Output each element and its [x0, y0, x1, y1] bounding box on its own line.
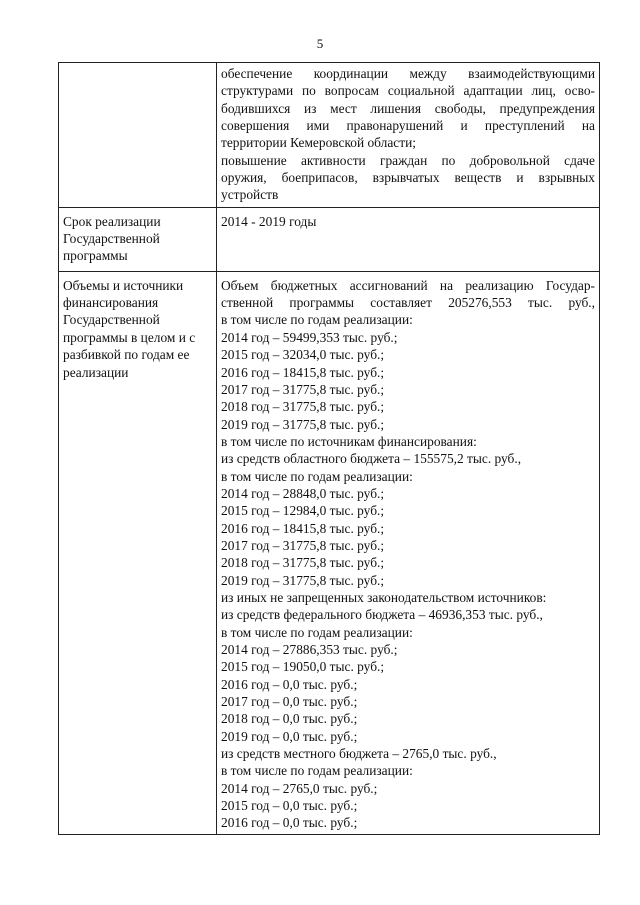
- financing-line: 2016 год – 18415,8 тыс. руб.;: [221, 364, 385, 380]
- text-line: совершения ими правонарушений и преступлений на: [221, 118, 595, 134]
- table-row: [59, 271, 600, 834]
- financing-line: 2014 год – 28848,0 тыс. руб.;: [221, 485, 385, 501]
- coordination-goals-cell: [217, 63, 600, 208]
- financing-line: 2019 год – 31775,8 тыс. руб.;: [221, 572, 385, 588]
- financing-details-cell: [217, 271, 600, 834]
- financing-line: 2018 год – 31775,8 тыс. руб.;: [221, 399, 385, 415]
- financing-line: из иных не запрещенных законодательством источников:: [221, 589, 547, 605]
- financing-line: 2019 год – 31775,8 тыс. руб.;: [221, 416, 385, 432]
- financing-line: 2014 год – 59499,353 тыс. руб.;: [221, 329, 398, 345]
- financing-line: 2016 год – 0,0 тыс. руб.;: [221, 815, 358, 831]
- financing-line: 2018 год – 0,0 тыс. руб.;: [221, 711, 358, 727]
- text-line: оружия, боеприпасов, взрывчатых веществ и взрывных: [221, 170, 595, 186]
- financing-line: 2015 год – 0,0 тыс. руб.;: [221, 798, 358, 814]
- financing-line: 2014 год – 2765,0 тыс. руб.;: [221, 780, 378, 796]
- text-line: территории Кемеровской области;: [221, 135, 416, 151]
- program-passport-table: [58, 62, 600, 835]
- financing-label: Объемы и источники финансирования Государственной программы в целом и с разбивкой по годам ее реализации: [59, 271, 217, 834]
- financing-line: из средств местного бюджета – 2765,0 тыс. руб.,: [221, 746, 497, 762]
- text-line: Объем бюджетных ассигнований на реализацию Государ-: [221, 277, 595, 293]
- financing-line: 2014 год – 27886,353 тыс. руб.;: [221, 642, 398, 657]
- financing-line: в том числе по годам реализации:: [221, 468, 413, 484]
- financing-line: 2015 год – 19050,0 тыс. руб.;: [221, 659, 385, 675]
- financing-line: 2019 год – 0,0 тыс. руб.;: [221, 728, 358, 744]
- financing-line: 2017 год – 31775,8 тыс. руб.;: [221, 537, 385, 553]
- financing-line: в том числе по годам реализации:: [221, 763, 413, 779]
- table-row: [59, 63, 600, 208]
- row-label-empty: [59, 63, 217, 208]
- financing-lines: [221, 311, 595, 831]
- financing-line: из средств федерального бюджета – 46936,353 тыс. руб.,: [221, 607, 543, 623]
- text-line: бодившихся из мест лишения свободы, предупреждения: [221, 100, 595, 116]
- text-line: структурами по вопросам социальной адаптации лиц, осво-: [221, 83, 595, 99]
- financing-line: в том числе по источникам финансирования:: [221, 433, 477, 449]
- financing-line: 2018 год – 31775,8 тыс. руб.;: [221, 555, 385, 571]
- financing-line: 2015 год – 32034,0 тыс. руб.;: [221, 347, 385, 363]
- implementation-period-label: Срок реализации Государственной программы: [59, 207, 217, 271]
- financing-line: 2017 год – 31775,8 тыс. руб.;: [221, 381, 385, 397]
- implementation-period-value: 2014 - 2019 годы: [217, 207, 600, 271]
- text-line: обеспечение координации между взаимодействующими: [221, 66, 595, 81]
- financing-line: из средств областного бюджета – 155575,2 тыс. руб.,: [221, 451, 522, 467]
- financing-line: 2015 год – 12984,0 тыс. руб.;: [221, 503, 385, 519]
- text-line: ственной программы составляет 205276,553 тыс. руб.,: [221, 295, 595, 311]
- page-number: 5: [316, 36, 324, 51]
- financing-line: 2016 год – 0,0 тыс. руб.;: [221, 676, 358, 692]
- text-line: повышение активности граждан по добровольной сдаче: [221, 152, 595, 168]
- financing-line: 2016 год – 18415,8 тыс. руб.;: [221, 520, 385, 536]
- text-line: устройств: [221, 187, 279, 203]
- financing-line: в том числе по годам реализации:: [221, 312, 413, 328]
- financing-line: в том числе по годам реализации:: [221, 624, 413, 640]
- financing-line: 2017 год – 0,0 тыс. руб.;: [221, 694, 358, 710]
- table-row: [59, 207, 600, 271]
